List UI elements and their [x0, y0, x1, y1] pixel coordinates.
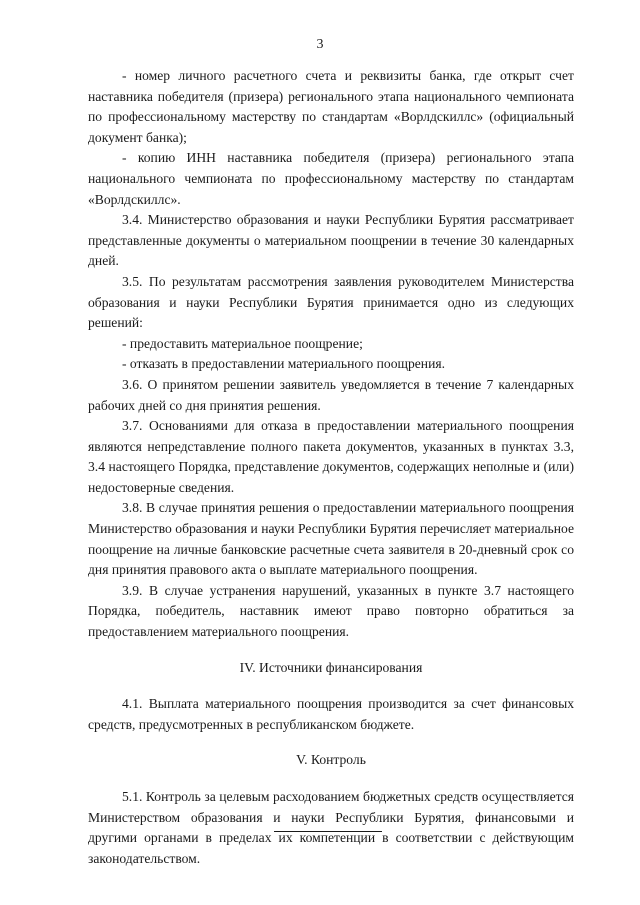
paragraph-3-9: 3.9. В случае устранения нарушений, указанных в пункте 3.7 настоящего Порядка, победитель, наставник имеют право повторно обратиться за предоставлением материального поощрения.: [88, 582, 574, 640]
paragraph-3-4: 3.4. Министерство образования и науки Республики Бурятия рассматривает представленные документы о материальном поощрении в течение 30 календарных дней.: [88, 212, 574, 269]
paragraph-3-7: 3.7. Основаниями для отказа в предоставлении материального поощрения являются непредставление полного пакета документов, указанных в пунктах 3.3, 3.4 настоящего Порядка, представление документов, содержащих неполные и (или) недостоверные сведения.: [88, 418, 574, 495]
paragraph-inn-copy: - копию ИНН наставника победителя (призера) регионального этапа национального чемпионата по профессиональному мастерству по стандартам «Ворлдскиллс».: [88, 150, 574, 207]
section-4-heading: IV. Источники финансирования: [239, 659, 423, 675]
paragraph-3-6: 3.6. О принятом решении заявитель уведомляется в течение 7 календарных рабочих дней со дня принятия решения.: [88, 376, 574, 413]
paragraph-bank-details: - номер личного расчетного счета и реквизиты банка, где открыт счет наставника победителя (призера) регионального этапа национального чемпионата по профессиональному мастерству по стандартам «Ворлдскиллс» (официальный документ банка);: [88, 68, 574, 145]
paragraph-decision-grant: - предоставить материальное поощрение;: [122, 335, 363, 351]
paragraph-3-5: 3.5. По результатам рассмотрения заявления руководителем Министерства образования и науки Республики Бурятия принимается одно из следующих решений:: [88, 273, 574, 331]
paragraph-4-1: 4.1. Выплата материального поощрения производится за счет финансовых средств, предусмотренных в республиканском бюджете.: [88, 696, 574, 732]
footer-divider: [274, 831, 382, 832]
section-5-heading: V. Контроль: [296, 752, 366, 768]
paragraph-decision-refuse: - отказать в предоставлении материального поощрения.: [122, 356, 445, 372]
paragraph-3-8: 3.8. В случае принятия решения о предоставлении материального поощрения Министерство образования и науки Республики Бурятия перечисляет материальное поощрение на личные банковские расчетные счета заявителя в 20-дневный срок со дня принятия правового акта о выплате материального поощрения.: [88, 500, 574, 578]
paragraph-5-1: 5.1. Контроль за целевым расходованием бюджетных средств осуществляется Министерством образования и науки Республики Бурятия, финансовыми и другими органами в пределах их компетенции в соответствии с действующим законодательством.: [88, 789, 574, 866]
document-body: [88, 66, 574, 869]
page-number: 3: [316, 37, 324, 52]
